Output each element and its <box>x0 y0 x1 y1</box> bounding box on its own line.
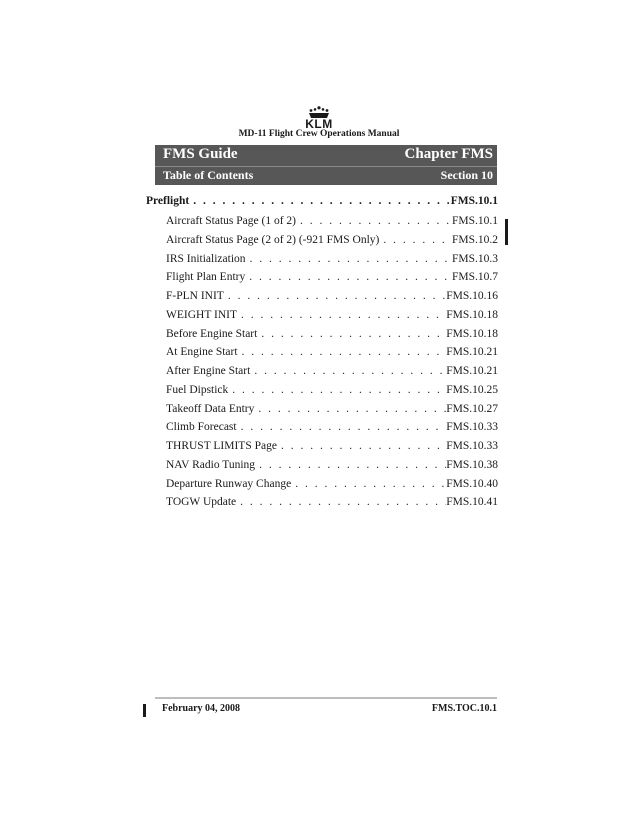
banner-divider <box>155 166 497 167</box>
dot-leader <box>277 440 446 452</box>
section-label: Section 10 <box>440 168 493 182</box>
entry-title: THRUST LIMITS Page <box>166 440 277 452</box>
toc-entry[interactable] <box>166 365 498 384</box>
toc-entry[interactable] <box>166 290 498 309</box>
dot-leader <box>254 403 446 415</box>
dot-leader <box>189 195 450 207</box>
entry-page: FMS.10.18 <box>446 308 498 321</box>
section-page: FMS.10.1 <box>450 195 498 207</box>
guide-title: FMS Guide <box>163 146 238 162</box>
entry-title: Fuel Dipstick <box>166 383 229 396</box>
entry-page: FMS.10.3 <box>451 252 498 265</box>
entry-page: FMS.10.21 <box>446 365 498 377</box>
chapter-label: Chapter FMS <box>404 146 493 162</box>
entry-page: FMS.10.25 <box>446 383 498 396</box>
dot-leader <box>228 384 446 396</box>
dot-leader <box>237 309 446 321</box>
manual-title: MD-11 Flight Crew Operations Manual <box>238 129 400 139</box>
footer-page-number: FMS.TOC.10.1 <box>431 703 497 714</box>
toc-entries <box>166 215 498 515</box>
entry-title: Aircraft Status Page (1 of 2) <box>166 215 296 227</box>
toc-subtitle: Table of Contents <box>163 168 254 182</box>
logo-text: KLM <box>305 117 333 131</box>
toc-entry[interactable] <box>166 403 498 422</box>
dot-leader <box>257 328 446 340</box>
title-banner <box>155 145 497 185</box>
entry-title: Departure Runway Change <box>166 477 292 490</box>
toc-section-preflight[interactable] <box>146 195 498 207</box>
entry-title: Takeoff Data Entry <box>166 402 255 415</box>
section-title: Preflight <box>146 195 190 207</box>
toc-entry[interactable] <box>166 253 498 272</box>
dot-leader <box>236 496 446 508</box>
entry-page: FMS.10.2 <box>451 233 498 246</box>
entry-page: FMS.10.16 <box>446 290 498 302</box>
entry-title: F-PLN INIT <box>166 290 224 302</box>
entry-page: FMS.10.41 <box>446 496 498 509</box>
entry-title: At Engine Start <box>166 346 238 359</box>
toc-entry[interactable] <box>166 384 498 403</box>
dot-leader <box>255 459 446 471</box>
dot-leader <box>245 271 452 283</box>
entry-page: FMS.10.1 <box>451 215 498 227</box>
dot-leader <box>246 253 452 265</box>
entry-page: FMS.10.18 <box>446 327 498 340</box>
entry-title: TOGW Update <box>166 496 237 509</box>
toc-entry[interactable] <box>166 459 498 478</box>
entry-page: FMS.10.40 <box>446 477 498 490</box>
toc-entry[interactable] <box>166 421 498 440</box>
toc-entry[interactable] <box>166 496 498 515</box>
toc-entry[interactable] <box>166 271 498 290</box>
entry-title: Aircraft Status Page (2 of 2) (-921 FMS Only) <box>166 233 380 246</box>
dot-leader <box>291 478 446 490</box>
toc-entry[interactable] <box>166 328 498 347</box>
entry-page: FMS.10.21 <box>446 346 498 359</box>
footer-change-bar <box>143 704 146 717</box>
entry-page: FMS.10.27 <box>446 402 498 415</box>
toc-entry[interactable] <box>166 440 498 459</box>
entry-page: FMS.10.7 <box>451 271 498 284</box>
dot-leader <box>250 365 446 377</box>
entry-page: FMS.10.33 <box>446 421 498 434</box>
entry-page: FMS.10.38 <box>446 458 498 471</box>
toc-entry[interactable] <box>166 478 498 497</box>
dot-leader <box>237 421 447 433</box>
entry-title: Flight Plan Entry <box>166 271 246 284</box>
entry-title: After Engine Start <box>166 365 251 377</box>
footer-rule <box>155 697 497 699</box>
dot-leader <box>379 234 452 246</box>
toc-entry[interactable] <box>166 309 498 328</box>
dot-leader <box>296 215 452 227</box>
footer-date: February 04, 2008 <box>162 703 241 714</box>
change-bar <box>505 219 508 245</box>
toc-entry[interactable] <box>166 215 498 234</box>
dot-leader <box>224 290 446 302</box>
toc-entry[interactable] <box>166 234 498 253</box>
entry-page: FMS.10.33 <box>446 440 498 452</box>
entry-title: WEIGHT INIT <box>166 308 237 321</box>
dot-leader <box>238 346 447 358</box>
entry-title: Before Engine Start <box>166 327 258 340</box>
toc-entry[interactable] <box>166 346 498 365</box>
entry-title: NAV Radio Tuning <box>166 458 256 471</box>
entry-title: Climb Forecast <box>166 421 237 434</box>
entry-title: IRS Initialization <box>166 252 246 265</box>
